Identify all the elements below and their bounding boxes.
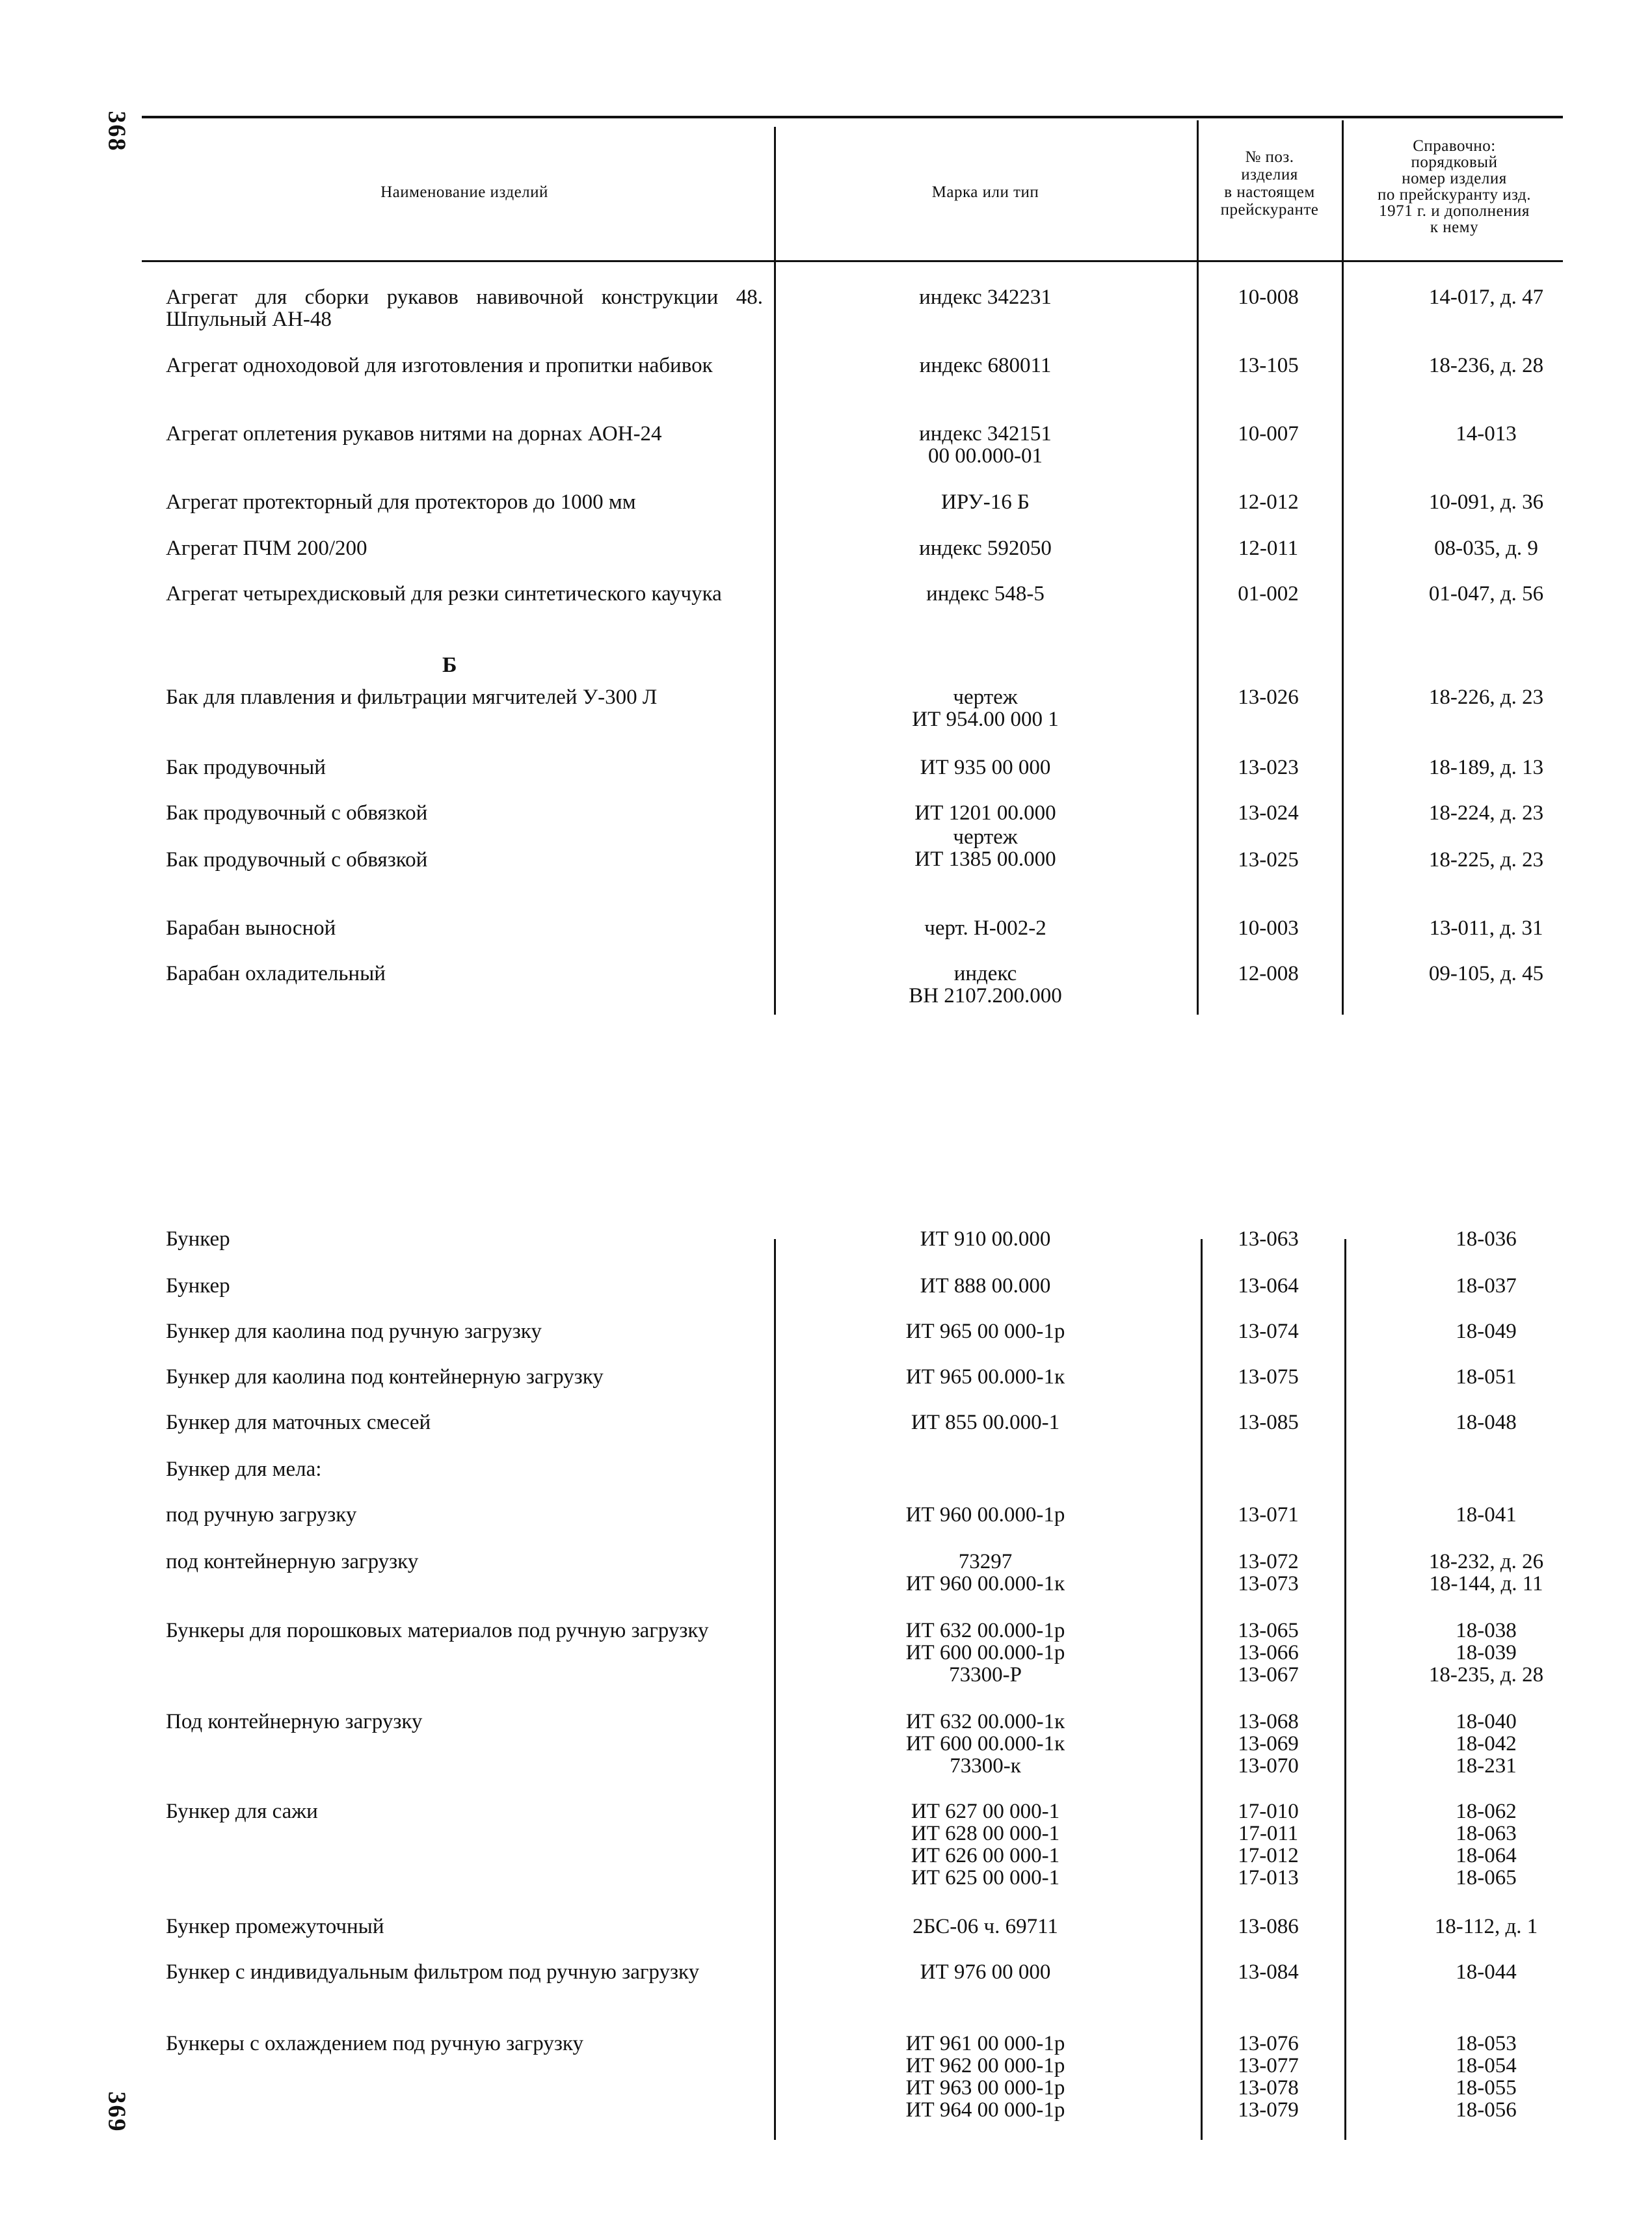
item-mark-line: ИТ 600 00.000-1р bbox=[905, 1641, 1065, 1664]
item-reference bbox=[1346, 802, 1626, 824]
item-mark bbox=[780, 423, 1190, 467]
item-mark-line: 2БС-06 ч. 69711 bbox=[913, 1915, 1058, 1938]
item-reference-line: 18-041 bbox=[1456, 1503, 1517, 1527]
item-reference-line: 18-042 bbox=[1456, 1732, 1517, 1755]
item-reference bbox=[1346, 1620, 1626, 1686]
item-reference bbox=[1346, 1320, 1626, 1342]
item-reference bbox=[1346, 756, 1626, 779]
item-reference-line: 18-144, д. 11 bbox=[1429, 1572, 1543, 1595]
item-position bbox=[1197, 1320, 1340, 1342]
item-mark bbox=[780, 686, 1190, 730]
item-reference-line: 18-189, д. 13 bbox=[1428, 756, 1544, 779]
item-mark-line: ИТ 961 00 000-1р bbox=[905, 2032, 1065, 2055]
item-position bbox=[1197, 802, 1340, 824]
item-reference bbox=[1346, 537, 1626, 559]
col-separator-2 bbox=[1197, 120, 1199, 1015]
item-position-line: 13-077 bbox=[1238, 2054, 1299, 2077]
item-mark bbox=[780, 963, 1190, 1007]
item-reference-line: 18-040 bbox=[1456, 1710, 1517, 1733]
item-reference-line: 18-065 bbox=[1456, 1866, 1517, 1889]
item-position-line: 13-078 bbox=[1238, 2076, 1299, 2100]
col-separator-3 bbox=[1342, 120, 1344, 1015]
item-position bbox=[1197, 1915, 1340, 1938]
item-name: Бак продувочный bbox=[166, 756, 326, 779]
item-position bbox=[1197, 286, 1340, 308]
item-mark-line: ИТ 628 00 000-1 bbox=[911, 1822, 1060, 1845]
item-mark bbox=[780, 1711, 1190, 1777]
header-reference-line: номер изделия bbox=[1402, 170, 1507, 187]
item-name: Бункер bbox=[166, 1274, 230, 1298]
item-reference-line: 18-039 bbox=[1456, 1641, 1517, 1664]
item-mark-line: ИТ 600 00.000-1к bbox=[905, 1732, 1065, 1755]
item-mark-line: ИТ 626 00 000-1 bbox=[911, 1844, 1060, 1867]
header-mark: Марка или тип bbox=[931, 183, 1039, 201]
item-name: Барабан выносной bbox=[166, 916, 336, 940]
item-position-line: 10-003 bbox=[1238, 916, 1299, 940]
item-name: под ручную загрузку bbox=[166, 1503, 357, 1527]
item-reference-line: 14-017, д. 47 bbox=[1428, 286, 1544, 309]
item-mark bbox=[780, 1320, 1190, 1342]
item-position-line: 13-063 bbox=[1238, 1227, 1299, 1251]
item-position bbox=[1197, 917, 1340, 939]
item-mark-line: ИТ 960 00.000-1р bbox=[905, 1503, 1065, 1527]
item-mark-line: чертеж bbox=[953, 825, 1018, 849]
item-mark bbox=[780, 756, 1190, 779]
item-mark-line: индекс bbox=[953, 962, 1017, 985]
header-top-rule bbox=[142, 116, 1563, 118]
item-mark bbox=[780, 1275, 1190, 1297]
item-position-line: 17-013 bbox=[1238, 1866, 1299, 1889]
item-position-line: 12-012 bbox=[1238, 490, 1299, 514]
item-position-line: 13-069 bbox=[1238, 1732, 1299, 1755]
section-letter: Б bbox=[442, 653, 457, 677]
item-position-line: 12-008 bbox=[1238, 962, 1299, 985]
col-separator-1 bbox=[774, 127, 776, 1015]
item-mark-line: ИТ 963 00 000-1р bbox=[905, 2076, 1065, 2100]
item-reference-line: 18-224, д. 23 bbox=[1428, 801, 1544, 825]
item-mark-line: ИТ 632 00.000-1р bbox=[905, 1619, 1065, 1642]
item-position-line: 13-073 bbox=[1238, 1572, 1299, 1595]
item-name: Агрегат четырехдисковый для резки синтетического каучука bbox=[166, 582, 722, 606]
item-reference-line: 10-091, д. 36 bbox=[1428, 490, 1544, 514]
item-position-line: 13-086 bbox=[1238, 1915, 1299, 1938]
item-reference-line: 18-044 bbox=[1456, 1960, 1517, 1984]
item-position bbox=[1197, 1551, 1340, 1595]
header-reference-line: по прейскуранту изд. bbox=[1378, 186, 1531, 204]
header-position bbox=[1199, 148, 1340, 219]
item-mark bbox=[780, 1915, 1190, 1938]
item-name: Бак для плавления и фильтрации мягчителей У-300 Л bbox=[166, 686, 658, 709]
item-mark bbox=[780, 537, 1190, 559]
item-position-line: 17-010 bbox=[1238, 1800, 1299, 1823]
item-reference bbox=[1346, 1275, 1626, 1297]
item-position bbox=[1197, 849, 1340, 871]
header-reference bbox=[1344, 138, 1565, 235]
item-mark bbox=[780, 491, 1190, 513]
item-mark-line: ИТ 976 00 000 bbox=[920, 1960, 1051, 1984]
item-mark-line: индекс 548-5 bbox=[926, 582, 1045, 606]
item-position-line: 13-071 bbox=[1238, 1503, 1299, 1527]
header-position-line: в настоящем bbox=[1224, 183, 1315, 201]
item-name: Бункеры с охлаждением под ручную загрузку bbox=[166, 2032, 583, 2055]
item-position bbox=[1197, 1366, 1340, 1388]
item-mark-line: ИТ 965 00.000-1к bbox=[905, 1365, 1065, 1389]
item-reference-line: 18-049 bbox=[1456, 1320, 1517, 1343]
item-reference-line: 09-105, д. 45 bbox=[1428, 962, 1544, 985]
item-position bbox=[1197, 537, 1340, 559]
item-mark-line: ИТ 965 00 000-1р bbox=[905, 1320, 1065, 1343]
item-position bbox=[1197, 686, 1340, 708]
item-mark-line: ИТ 855 00.000-1 bbox=[911, 1411, 1060, 1434]
item-position-line: 17-012 bbox=[1238, 1844, 1299, 1867]
item-mark-line: ИТ 960 00.000-1к bbox=[905, 1572, 1065, 1595]
item-reference-line: 18-053 bbox=[1456, 2032, 1517, 2055]
item-name: Бункер для маточных смесей bbox=[166, 1411, 431, 1434]
item-position-line: 13-026 bbox=[1238, 686, 1299, 709]
item-position-line: 13-072 bbox=[1238, 1550, 1299, 1573]
item-reference-line: 18-051 bbox=[1456, 1365, 1517, 1389]
item-reference-line: 18-056 bbox=[1456, 2098, 1517, 2122]
item-position bbox=[1197, 1411, 1340, 1434]
item-reference-line: 18-225, д. 23 bbox=[1428, 848, 1544, 872]
item-position-line: 10-008 bbox=[1238, 286, 1299, 309]
item-position-line: 13-084 bbox=[1238, 1960, 1299, 1984]
item-position-line: 13-070 bbox=[1238, 1754, 1299, 1778]
item-reference-line: 18-062 bbox=[1456, 1800, 1517, 1823]
item-mark bbox=[780, 354, 1190, 377]
item-reference-line: 18-048 bbox=[1456, 1411, 1517, 1434]
item-position bbox=[1197, 963, 1340, 985]
item-reference bbox=[1346, 1961, 1626, 1983]
item-mark-line: 73297 bbox=[958, 1550, 1013, 1573]
item-position-line: 01-002 bbox=[1238, 582, 1299, 606]
item-position bbox=[1197, 354, 1340, 377]
item-position bbox=[1197, 1620, 1340, 1686]
item-mark-line: ИТ 888 00.000 bbox=[920, 1274, 1051, 1298]
item-reference-line: 13-011, д. 31 bbox=[1429, 916, 1543, 940]
item-reference-line: 18-055 bbox=[1456, 2076, 1517, 2100]
item-mark bbox=[780, 826, 1190, 870]
item-name: Бак продувочный с обвязкой bbox=[166, 848, 428, 872]
item-position-line: 13-105 bbox=[1238, 354, 1299, 377]
item-position-line: 13-064 bbox=[1238, 1274, 1299, 1298]
item-reference-line: 18-038 bbox=[1456, 1619, 1517, 1642]
item-name: Агрегат для сборки рукавов навивочной конструкции 48. Шпульный АН-48 bbox=[166, 286, 763, 331]
item-mark bbox=[780, 2033, 1190, 2121]
item-reference bbox=[1346, 917, 1626, 939]
item-mark-line: ИРУ-16 Б bbox=[941, 490, 1030, 514]
header-reference-line: 1971 г. и дополнения bbox=[1379, 202, 1530, 220]
item-position-line: 13-023 bbox=[1238, 756, 1299, 779]
item-mark-line: ИТ 910 00.000 bbox=[920, 1227, 1051, 1251]
header-bottom-rule bbox=[142, 260, 1563, 262]
item-reference-line: 18-037 bbox=[1456, 1274, 1517, 1298]
item-reference-line: 18-036 bbox=[1456, 1227, 1517, 1251]
item-position-line: 13-074 bbox=[1238, 1320, 1299, 1343]
item-mark-line: ИТ 625 00 000-1 bbox=[911, 1866, 1060, 1889]
item-mark bbox=[780, 1551, 1190, 1595]
item-reference bbox=[1346, 1800, 1626, 1889]
item-name: Бункер для каолина под контейнерную загрузку bbox=[166, 1365, 604, 1389]
item-position-line: 13-065 bbox=[1238, 1619, 1299, 1642]
item-mark-line: ИТ 632 00.000-1к bbox=[905, 1710, 1065, 1733]
item-mark-line: ВН 2107.200.000 bbox=[909, 984, 1062, 1008]
header-reference-line: порядковый bbox=[1411, 153, 1498, 171]
col-separator-1-lower bbox=[774, 1239, 776, 2140]
item-reference-line: 18-064 bbox=[1456, 1844, 1517, 1867]
item-mark bbox=[780, 286, 1190, 308]
item-position-line: 13-076 bbox=[1238, 2032, 1299, 2055]
item-reference-line: 18-231 bbox=[1456, 1754, 1517, 1778]
item-name: Бак продувочный с обвязкой bbox=[166, 801, 428, 825]
item-position bbox=[1197, 583, 1340, 605]
item-mark bbox=[780, 1228, 1190, 1250]
item-name: под контейнерную загрузку bbox=[166, 1550, 419, 1573]
item-reference bbox=[1346, 686, 1626, 708]
item-position bbox=[1197, 2033, 1340, 2121]
item-reference bbox=[1346, 1228, 1626, 1250]
item-mark-line: ИТ 954.00 000 1 bbox=[912, 708, 1059, 731]
item-name: Бункер для мела: bbox=[166, 1458, 322, 1481]
item-name: Бункер bbox=[166, 1227, 230, 1251]
item-mark-line: 73300-Р bbox=[949, 1663, 1022, 1687]
item-mark-line: ИТ 627 00 000-1 bbox=[911, 1800, 1060, 1823]
item-mark bbox=[780, 1800, 1190, 1889]
item-reference bbox=[1346, 1711, 1626, 1777]
item-position-line: 12-011 bbox=[1238, 537, 1299, 560]
item-name: Бункер промежуточный bbox=[166, 1915, 384, 1938]
item-mark-line: ИТ 935 00 000 bbox=[920, 756, 1051, 779]
item-position-line: 13-068 bbox=[1238, 1710, 1299, 1733]
item-position-line: 13-085 bbox=[1238, 1411, 1299, 1434]
item-position bbox=[1197, 491, 1340, 513]
item-reference bbox=[1346, 963, 1626, 985]
header-reference-line: Справочно: bbox=[1413, 137, 1496, 155]
item-reference-line: 01-047, д. 56 bbox=[1428, 582, 1544, 606]
item-position bbox=[1197, 1228, 1340, 1250]
item-position bbox=[1197, 423, 1340, 445]
item-reference-line: 18-235, д. 28 bbox=[1428, 1663, 1544, 1687]
item-mark bbox=[780, 1504, 1190, 1526]
item-position bbox=[1197, 1800, 1340, 1889]
item-position-line: 13-066 bbox=[1238, 1641, 1299, 1664]
item-name: Агрегат протекторный для протекторов до 1000 мм bbox=[166, 490, 636, 514]
item-reference bbox=[1346, 583, 1626, 605]
item-mark bbox=[780, 1366, 1190, 1388]
item-mark bbox=[780, 1961, 1190, 1983]
item-reference-line: 18-226, д. 23 bbox=[1428, 686, 1544, 709]
item-name: Агрегат ПЧМ 200/200 bbox=[166, 537, 367, 560]
item-position-line: 13-025 bbox=[1238, 848, 1299, 872]
item-name: Барабан охладительный bbox=[166, 962, 386, 985]
item-name: Бункер для сажи bbox=[166, 1800, 318, 1823]
item-reference-line: 18-236, д. 28 bbox=[1428, 354, 1544, 377]
item-reference-line: 18-063 bbox=[1456, 1822, 1517, 1845]
item-mark-line: 73300-к bbox=[950, 1754, 1021, 1778]
item-mark-line: ИТ 1385 00.000 bbox=[914, 848, 1056, 871]
item-position-line: 10-007 bbox=[1238, 422, 1299, 446]
item-position bbox=[1197, 1961, 1340, 1983]
item-name: Бункер с индивидуальным фильтром под ручную загрузку bbox=[166, 1960, 700, 1984]
item-name: Бункер для каолина под ручную загрузку bbox=[166, 1320, 542, 1343]
item-reference bbox=[1346, 1504, 1626, 1526]
item-position-line: 13-079 bbox=[1238, 2098, 1299, 2122]
item-position bbox=[1197, 756, 1340, 779]
item-name: Под контейнерную загрузку bbox=[166, 1710, 423, 1733]
item-reference bbox=[1346, 2033, 1626, 2121]
item-reference-line: 18-112, д. 1 bbox=[1434, 1915, 1538, 1938]
item-mark-line: ИТ 962 00 000-1р bbox=[905, 2054, 1065, 2077]
item-reference bbox=[1346, 354, 1626, 377]
item-position bbox=[1197, 1504, 1340, 1526]
item-name: Агрегат одноходовой для изготовления и пропитки набивок bbox=[166, 354, 713, 377]
item-reference bbox=[1346, 1366, 1626, 1388]
item-mark bbox=[780, 802, 1190, 824]
item-position-line: 13-024 bbox=[1238, 801, 1299, 825]
item-reference bbox=[1346, 423, 1626, 445]
item-reference-line: 14-013 bbox=[1456, 422, 1517, 446]
item-mark-line: индекс 342151 bbox=[919, 422, 1052, 446]
item-mark-line: индекс 680011 bbox=[919, 354, 1052, 377]
item-reference-line: 18-054 bbox=[1456, 2054, 1517, 2077]
header-name: Наименование изделий bbox=[380, 183, 548, 201]
item-mark-line: черт. Н-002-2 bbox=[924, 916, 1046, 940]
item-mark bbox=[780, 1620, 1190, 1686]
item-name: Бункеры для порошковых материалов под ручную загрузку bbox=[166, 1619, 709, 1642]
page-number-bottom: 369 bbox=[103, 2091, 131, 2133]
item-reference bbox=[1346, 286, 1626, 308]
item-mark bbox=[780, 1411, 1190, 1434]
item-reference-line: 08-035, д. 9 bbox=[1434, 537, 1538, 560]
item-mark bbox=[780, 583, 1190, 605]
item-mark-line: 00 00.000-01 bbox=[928, 444, 1043, 468]
header-position-line: прейскуранте bbox=[1220, 201, 1319, 219]
item-name: Агрегат оплетения рукавов нитями на дорнах АОН-24 bbox=[166, 422, 662, 446]
item-reference bbox=[1346, 1411, 1626, 1434]
item-position-line: 13-067 bbox=[1238, 1663, 1299, 1687]
header-position-line: № поз. bbox=[1245, 148, 1294, 166]
item-position-line: 13-075 bbox=[1238, 1365, 1299, 1389]
item-reference bbox=[1346, 491, 1626, 513]
header-reference-line: к нему bbox=[1430, 219, 1479, 236]
item-position bbox=[1197, 1711, 1340, 1777]
item-reference bbox=[1346, 1551, 1626, 1595]
item-mark-line: чертеж bbox=[953, 686, 1018, 709]
item-mark-line: индекс 592050 bbox=[919, 537, 1052, 560]
item-reference-line: 18-232, д. 26 bbox=[1428, 1550, 1544, 1573]
item-position-line: 17-011 bbox=[1238, 1822, 1299, 1845]
item-mark-line: ИТ 1201 00.000 bbox=[914, 801, 1056, 825]
item-mark-line: ИТ 964 00 000-1р bbox=[905, 2098, 1065, 2122]
item-mark-line: индекс 342231 bbox=[919, 286, 1052, 309]
item-mark bbox=[780, 917, 1190, 939]
header-position-line: изделия bbox=[1241, 166, 1298, 183]
item-reference bbox=[1346, 849, 1626, 871]
page-number-top: 368 bbox=[103, 111, 131, 152]
item-reference bbox=[1346, 1915, 1626, 1938]
item-position bbox=[1197, 1275, 1340, 1297]
